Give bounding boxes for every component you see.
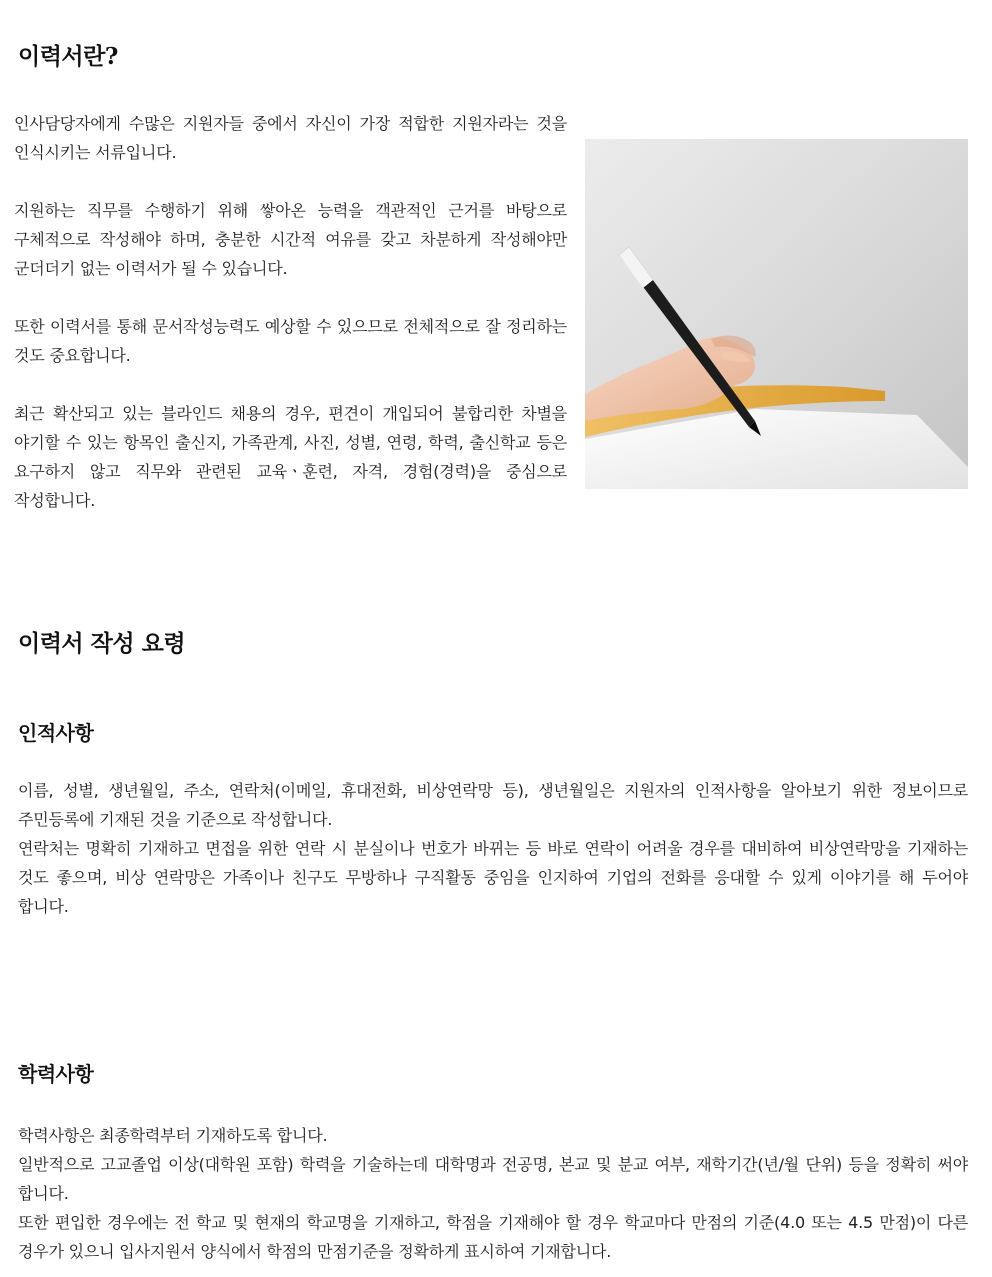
education-text [18,1121,968,1266]
personal-info-paragraph: 연락처는 명확히 기재하고 면접을 위한 연락 시 분실이나 번호가 바뀌는 등 바로 연락이 어려울 경우를 대비하여 비상연락망을 기재하는 것도 좋으며, 비상 연락망은 가족이나 친구도 무방하나 구직활동 중임을 인지하여 기업의 전화를 응대할 수 있게 이야기를 해 두어야 합니다. [18,839,968,916]
personal-info-text [18,776,968,921]
intro-paragraph: 최근 확산되고 있는 블라인드 채용의 경우, 편견이 개입되어 불합리한 차별을 야기할 수 있는 항목인 출신지, 가족관계, 사진, 성별, 연령, 학력, 출신학교 등은 요구하지 않고 직무와 관련된 교육ㆍ훈련, 자격, 경험(경력)을 중심으로 작성합니다. [14,404,567,510]
personal-info-paragraph: 이름, 성별, 생년월일, 주소, 연락처(이메일, 휴대전화, 비상연락망 등), 생년월일은 지원자의 인적사항을 알아보기 위한 정보이므로 주민등록에 기재된 것을 기준으로 작성합니다. [18,781,968,829]
intro-paragraph: 지원하는 직무를 수행하기 위해 쌓아온 능력을 객관적인 근거를 바탕으로 구체적으로 작성해야 하며, 충분한 시간적 여유를 갖고 차분하게 작성해야만 군더더기 없는 이력서가 될 수 있습니다. [14,201,567,278]
intro-paragraph: 인사담당자에게 수많은 지원자들 중에서 자신이 가장 적합한 지원자라는 것을 인식시키는 서류입니다. [14,114,567,162]
section-title-resume-definition: 이력서란? [18,43,118,70]
subsection-title-personal-info: 인적사항 [18,721,94,745]
hand-writing-with-pen-photo [585,139,968,489]
section-title-resume-guide: 이력서 작성 요령 [18,630,186,657]
education-paragraph: 학력사항은 최종학력부터 기재하도록 합니다. [18,1126,328,1145]
subsection-title-education: 학력사항 [18,1062,94,1086]
intro-paragraph: 또한 이력서를 통해 문서작성능력도 예상할 수 있으므로 전체적으로 잘 정리하는 것도 중요합니다. [14,317,567,365]
intro-text-column [14,109,567,515]
education-paragraph: 일반적으로 고교졸업 이상(대학원 포함) 학력을 기술하는데 대학명과 전공명, 본교 및 분교 여부, 재학기간(년/월 단위) 등을 정확히 써야 합니다. [18,1155,968,1203]
education-paragraph: 또한 편입한 경우에는 전 학교 및 현재의 학교명을 기재하고, 학점을 기재해야 할 경우 학교마다 만점의 기준(4.0 또는 4.5 만점)이 다른 경우가 있으니 입사지원서 양식에서 학점의 만점기준을 정확하게 표시하여 기재합니다. [18,1213,968,1261]
